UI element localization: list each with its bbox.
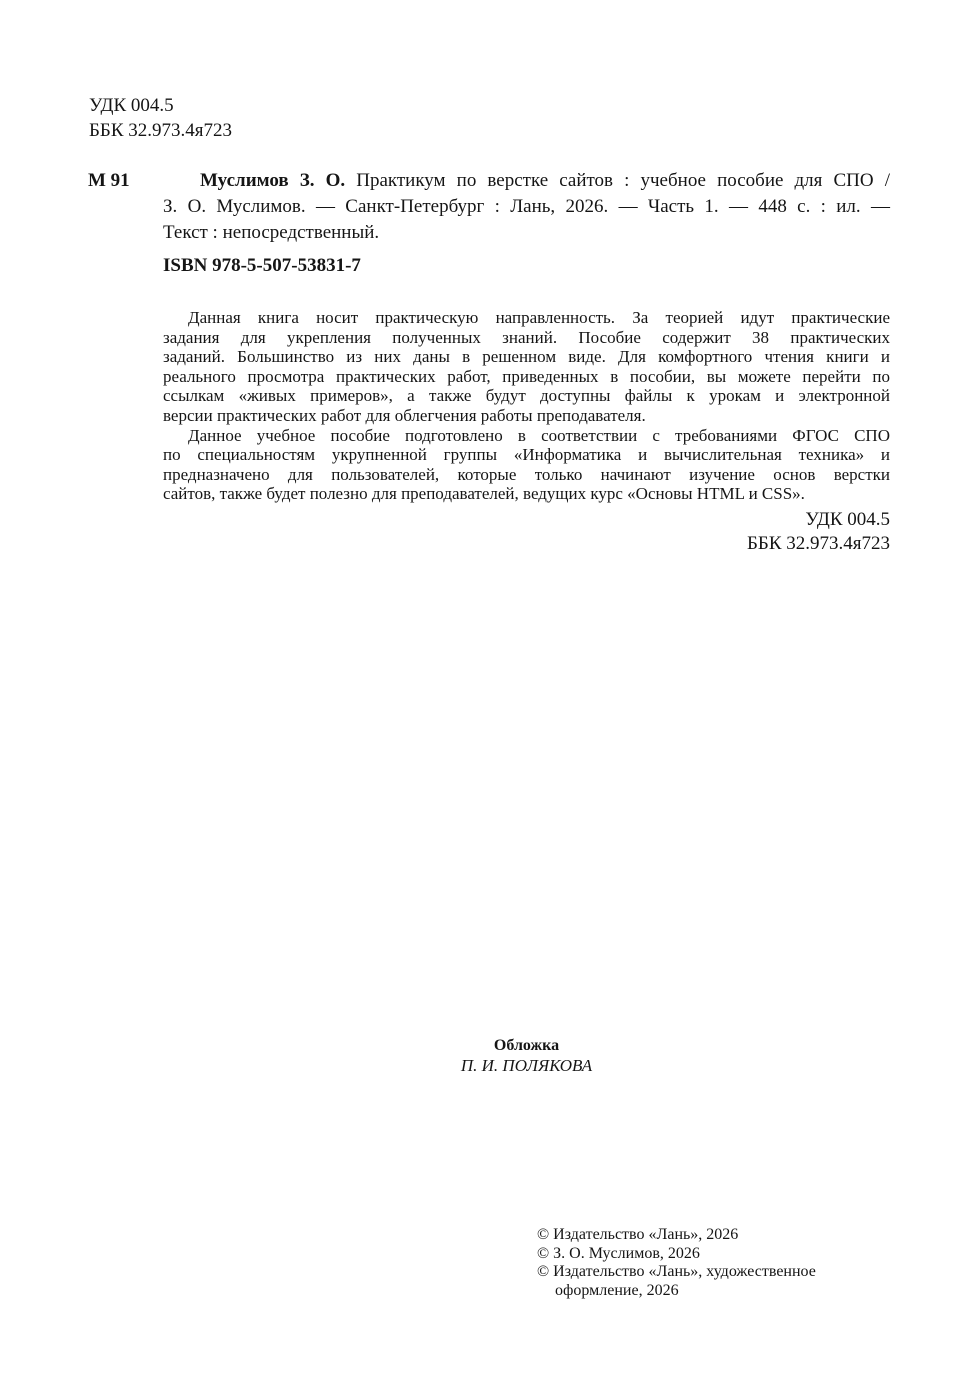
copyright-block bbox=[537, 1226, 842, 1300]
copyright-entry: © Издательство «Лань», 2026 bbox=[537, 1226, 739, 1243]
annotation-line: Данное учебное пособие подготовлено в соответствии с требованиями ФГОС СПО bbox=[188, 425, 890, 445]
cover-designer-name: П. И. ПОЛЯКОВА bbox=[460, 1056, 593, 1075]
citation-line-1 bbox=[163, 168, 890, 194]
annotation-line: заданий. Большинство из них даны в решенном виде. Для комфортного чтения книги и bbox=[163, 347, 890, 367]
citation-title: Практикум по верстке сайтов : учебное пособие для СПО / bbox=[345, 170, 890, 191]
copyright-entry: © З. О. Муслимов, 2026 bbox=[537, 1244, 700, 1262]
citation-author: Муслимов З. О. bbox=[200, 170, 346, 191]
annotation-line: ссылкам «живых примеров», а также будут доступны файлы к урокам и электронной bbox=[163, 386, 890, 406]
annotation-block bbox=[163, 308, 890, 504]
classification-codes-bottom bbox=[747, 508, 890, 556]
cover-credit bbox=[163, 1036, 890, 1076]
annotation-line: задания для укрепления полученных знаний. Пособие содержит 38 практических bbox=[163, 327, 890, 347]
isbn-number: ISBN 978-5-507-53831-7 bbox=[163, 255, 361, 276]
bbk-code-top: ББК 32.973.4я723 bbox=[89, 120, 232, 141]
annotation-paragraph-2 bbox=[163, 426, 890, 504]
udk-code-bottom: УДК 004.5 bbox=[805, 509, 890, 530]
annotation-line: реального просмотра практических работ, приведенных в пособии, вы можете перейти по bbox=[163, 366, 890, 386]
classification-codes-top bbox=[89, 93, 232, 143]
citation-line-2: З. О. Муслимов. — Санкт-Петербург : Лань, 2026. — Часть 1. — 448 с. : ил. — bbox=[163, 196, 890, 217]
annotation-paragraph-1 bbox=[163, 308, 890, 426]
annotation-line: версии практических работ для облегчения работы преподавателя. bbox=[163, 405, 646, 425]
citation-line-3: Текст : непосредственный. bbox=[163, 222, 380, 243]
copyright-entry: © Издательство «Лань», художественное оформление, 2026 bbox=[537, 1263, 816, 1299]
annotation-line: по специальностям укрупненной группы «Информатика и вычислительная техника» и bbox=[163, 445, 890, 465]
annotation-line: сайтов, также будет полезно для преподавателей, ведущих курс «Основы HTML и CSS». bbox=[163, 484, 805, 504]
annotation-line: предназначено для пользователей, которые только начинают изучение основ верстки bbox=[163, 464, 890, 484]
annotation-line: Данная книга носит практическую направленность. За теорией идут практические bbox=[188, 308, 890, 327]
cover-label: Обложка bbox=[493, 1037, 560, 1054]
bibliographic-citation bbox=[163, 168, 890, 246]
udk-code-top: УДК 004.5 bbox=[89, 95, 174, 116]
author-mark: М 91 bbox=[88, 170, 130, 191]
bbk-code-bottom: ББК 32.973.4я723 bbox=[747, 533, 890, 554]
